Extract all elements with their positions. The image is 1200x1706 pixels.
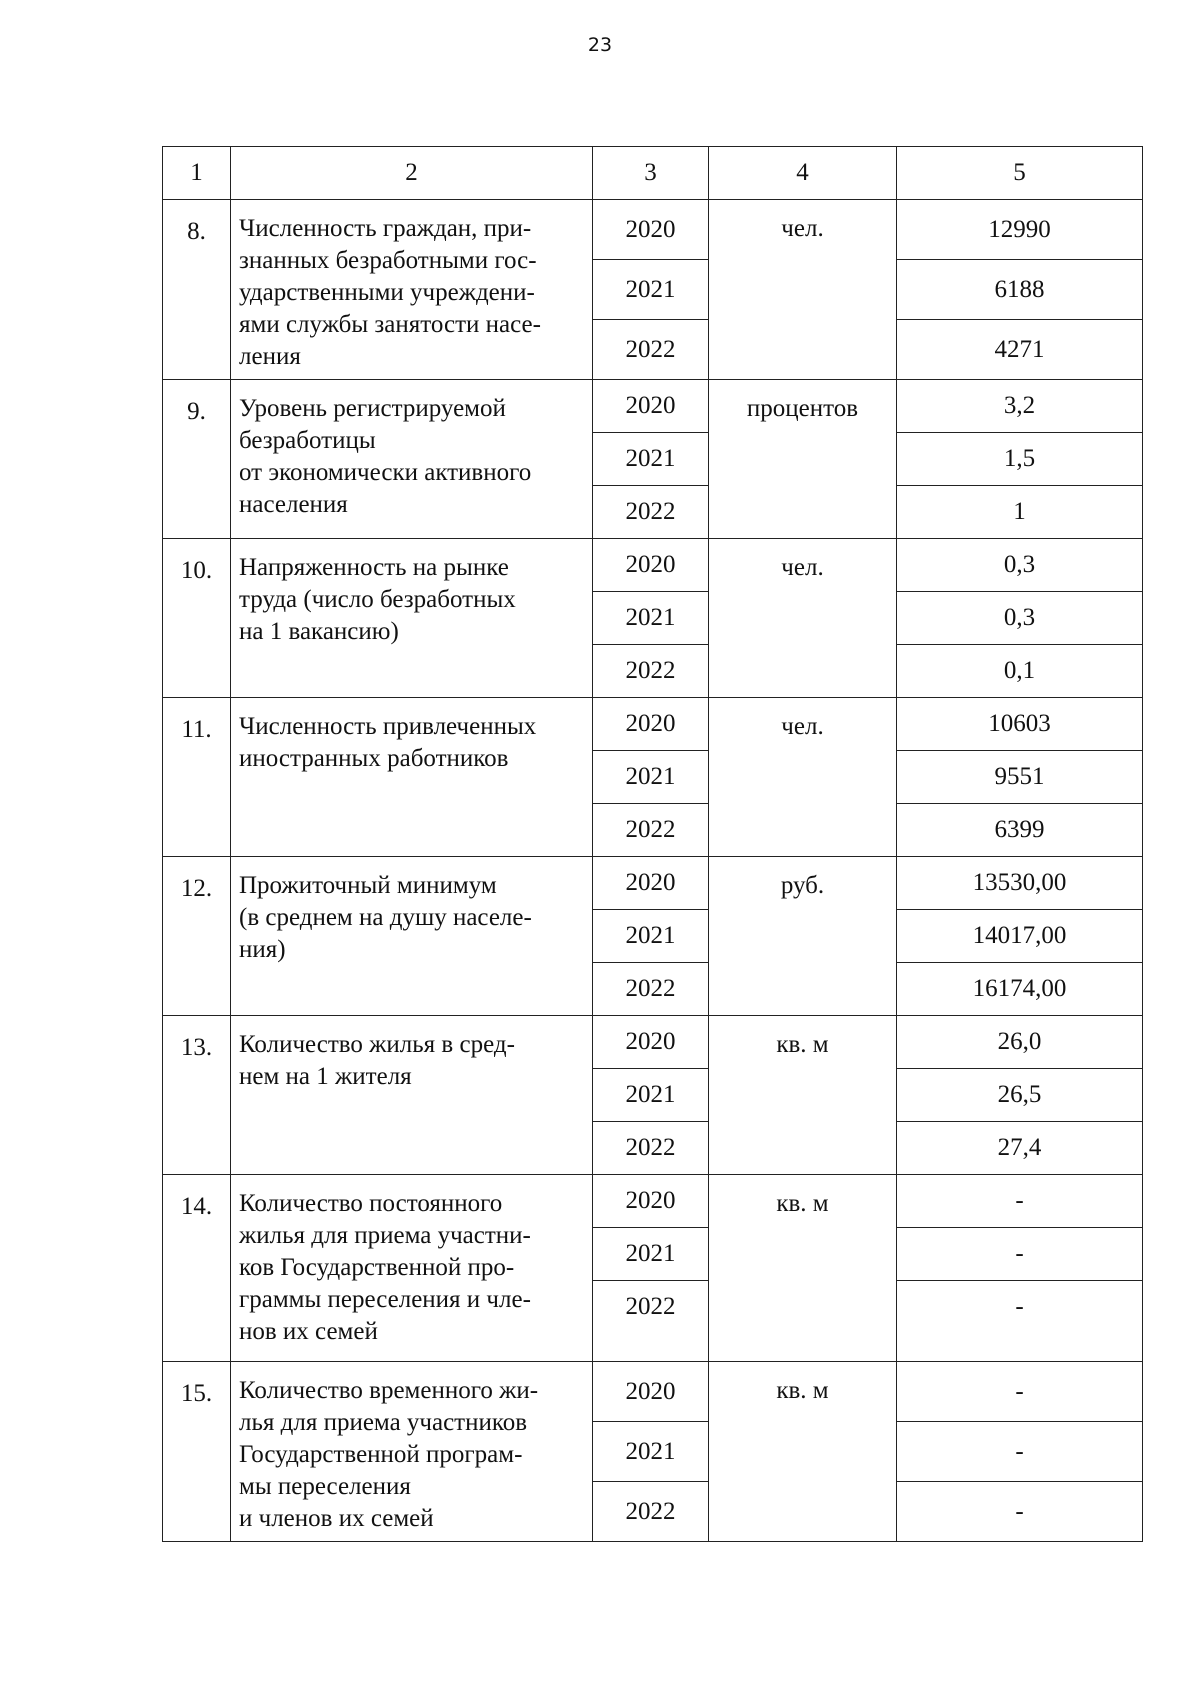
value-cell: 1 bbox=[897, 486, 1143, 539]
unit-cell: чел. bbox=[709, 698, 897, 857]
value-cell: 27,4 bbox=[897, 1122, 1143, 1175]
table-row bbox=[163, 1362, 1143, 1422]
unit-cell: кв. м bbox=[709, 1016, 897, 1175]
value-cell: 26,5 bbox=[897, 1069, 1143, 1122]
value-cell: 12990 bbox=[897, 200, 1143, 260]
header-cell: 5 bbox=[897, 147, 1143, 200]
year-cell: 2022 bbox=[593, 645, 709, 698]
value-cell: - bbox=[897, 1482, 1143, 1542]
year-cell: 2022 bbox=[593, 486, 709, 539]
row-number: 14. bbox=[163, 1175, 231, 1362]
year-cell: 2020 bbox=[593, 698, 709, 751]
value-cell: - bbox=[897, 1281, 1143, 1362]
value-cell: 14017,00 bbox=[897, 910, 1143, 963]
year-cell: 2020 bbox=[593, 200, 709, 260]
indicator-name: Численность привлеченных иностранных работников bbox=[231, 698, 593, 857]
year-cell: 2021 bbox=[593, 751, 709, 804]
unit-cell: кв. м bbox=[709, 1362, 897, 1542]
table-row bbox=[163, 539, 1143, 592]
row-number: 10. bbox=[163, 539, 231, 698]
header-cell: 3 bbox=[593, 147, 709, 200]
value-cell: 0,3 bbox=[897, 539, 1143, 592]
value-cell: 3,2 bbox=[897, 380, 1143, 433]
unit-cell: процентов bbox=[709, 380, 897, 539]
year-cell: 2020 bbox=[593, 857, 709, 910]
value-cell: 6399 bbox=[897, 804, 1143, 857]
value-cell: - bbox=[897, 1422, 1143, 1482]
header-cell: 1 bbox=[163, 147, 231, 200]
year-cell: 2021 bbox=[593, 592, 709, 645]
table-row bbox=[163, 857, 1143, 910]
header-row bbox=[163, 147, 1143, 200]
year-cell: 2021 bbox=[593, 910, 709, 963]
year-cell: 2022 bbox=[593, 804, 709, 857]
indicator-name: Напряженность на рынке труда (число безработных на 1 вакансию) bbox=[231, 539, 593, 698]
year-cell: 2020 bbox=[593, 1362, 709, 1422]
header-cell: 4 bbox=[709, 147, 897, 200]
year-cell: 2022 bbox=[593, 1482, 709, 1542]
year-cell: 2021 bbox=[593, 433, 709, 486]
value-cell: 9551 bbox=[897, 751, 1143, 804]
indicators-table bbox=[162, 146, 1143, 1542]
year-cell: 2022 bbox=[593, 1122, 709, 1175]
row-number: 11. bbox=[163, 698, 231, 857]
year-cell: 2022 bbox=[593, 1281, 709, 1362]
unit-cell: кв. м bbox=[709, 1175, 897, 1362]
table-row bbox=[163, 1175, 1143, 1228]
row-number: 9. bbox=[163, 380, 231, 539]
year-cell: 2022 bbox=[593, 963, 709, 1016]
page-number: 23 bbox=[587, 34, 613, 56]
unit-cell: чел. bbox=[709, 539, 897, 698]
table-row bbox=[163, 1016, 1143, 1069]
year-cell: 2020 bbox=[593, 380, 709, 433]
year-cell: 2020 bbox=[593, 1016, 709, 1069]
value-cell: - bbox=[897, 1228, 1143, 1281]
value-cell: 1,5 bbox=[897, 433, 1143, 486]
header-cell: 2 bbox=[231, 147, 593, 200]
value-cell: 10603 bbox=[897, 698, 1143, 751]
value-cell: 13530,00 bbox=[897, 857, 1143, 910]
year-cell: 2020 bbox=[593, 539, 709, 592]
value-cell: 16174,00 bbox=[897, 963, 1143, 1016]
table-row bbox=[163, 380, 1143, 433]
indicator-name: Количество жилья в сред- нем на 1 жителя bbox=[231, 1016, 593, 1175]
value-cell: 26,0 bbox=[897, 1016, 1143, 1069]
value-cell: 0,3 bbox=[897, 592, 1143, 645]
indicator-name: Численность граждан, при- знанных безработными гос- ударственными учреждени- ями службы занятости насе- ления bbox=[231, 200, 593, 380]
row-number: 13. bbox=[163, 1016, 231, 1175]
indicator-name: Количество временного жи- лья для приема участников Государственной програм- мы переселения и членов их семей bbox=[231, 1362, 593, 1542]
value-cell: - bbox=[897, 1362, 1143, 1422]
year-cell: 2021 bbox=[593, 1422, 709, 1482]
indicator-name: Прожиточный минимум (в среднем на душу населе- ния) bbox=[231, 857, 593, 1016]
value-cell: - bbox=[897, 1175, 1143, 1228]
row-number: 8. bbox=[163, 200, 231, 380]
table-row bbox=[163, 698, 1143, 751]
row-number: 12. bbox=[163, 857, 231, 1016]
year-cell: 2021 bbox=[593, 1069, 709, 1122]
value-cell: 4271 bbox=[897, 320, 1143, 380]
value-cell: 0,1 bbox=[897, 645, 1143, 698]
table-row bbox=[163, 200, 1143, 260]
unit-cell: руб. bbox=[709, 857, 897, 1016]
indicator-name: Уровень регистрируемой безработицы от экономически активного населения bbox=[231, 380, 593, 539]
row-number: 15. bbox=[163, 1362, 231, 1542]
year-cell: 2021 bbox=[593, 1228, 709, 1281]
indicator-name: Количество постоянного жилья для приема участни- ков Государственной про- граммы переселения и чле- нов их семей bbox=[231, 1175, 593, 1362]
year-cell: 2020 bbox=[593, 1175, 709, 1228]
unit-cell: чел. bbox=[709, 200, 897, 380]
year-cell: 2021 bbox=[593, 260, 709, 320]
year-cell: 2022 bbox=[593, 320, 709, 380]
value-cell: 6188 bbox=[897, 260, 1143, 320]
